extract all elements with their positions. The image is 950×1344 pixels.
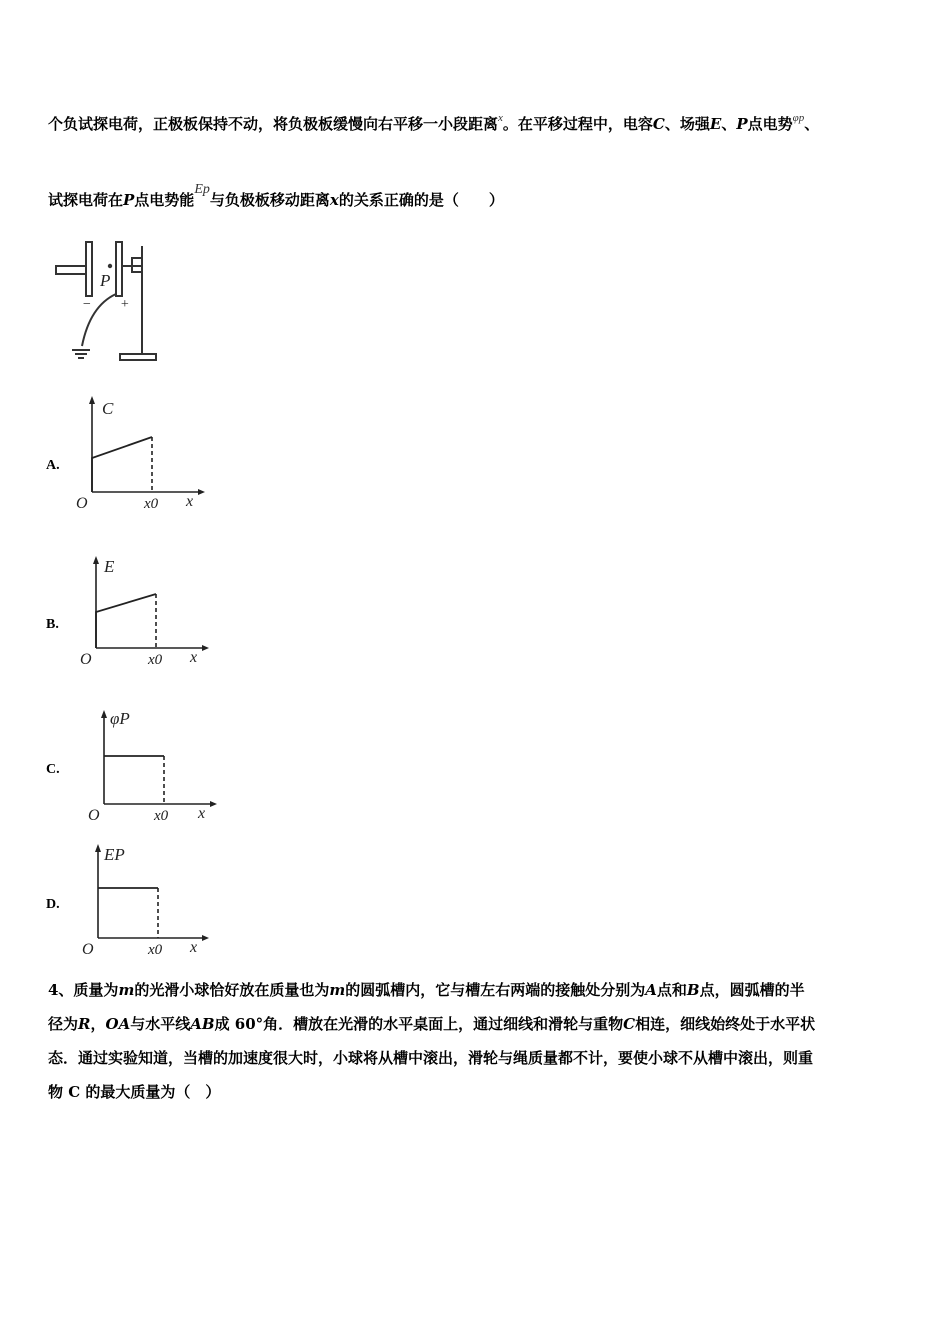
handle-rod — [56, 266, 86, 274]
origin-label: O — [82, 941, 94, 958]
option-c-label[interactable]: C. — [46, 762, 60, 777]
x-axis-label: x — [190, 649, 198, 666]
label-minus: − — [82, 297, 92, 312]
question4-text — [48, 973, 908, 1109]
x-axis-label: x — [190, 939, 198, 956]
var-phi-p: φp — [792, 112, 805, 124]
x0-label: x0 — [148, 652, 163, 668]
question3-line1: 个负试探电荷，正极板保持不动，将负极板缓慢向右平移一小段距离$^x$。在平移过程中，电容C、场强E、P点电势$^{\varphi p}$、 — [48, 112, 820, 133]
graph-c — [84, 702, 224, 827]
negative-plate — [86, 242, 92, 296]
stand-base — [120, 354, 156, 360]
graph-b — [76, 552, 216, 677]
option-a-label[interactable]: A. — [46, 458, 60, 473]
point-p — [108, 264, 112, 268]
question4-line1: 4、质量为m的光滑小球恰好放在质量也为m的圆弧槽内，它与槽左右两端的接触处分别为A点和B点，圆弧槽的半 — [48, 981, 805, 999]
y-axis-label: EP — [104, 845, 125, 864]
y-axis-label: E — [104, 557, 115, 576]
var-ep: Ep — [194, 182, 210, 197]
var-x: x — [498, 112, 503, 124]
origin-label: O — [76, 495, 88, 512]
x-axis-label: x — [198, 805, 206, 822]
series-line — [92, 437, 152, 492]
x0-label: x0 — [154, 808, 169, 824]
question4-line4: 物 C 的最大质量为（ ） — [48, 1083, 221, 1101]
y-axis-label: φP — [110, 709, 130, 728]
question4-line2: 径为R，OA与水平线AB成 60°角．槽放在光滑的水平桌面上，通过细线和滑轮与重物C相连，细线始终处于水平状 — [48, 1015, 816, 1033]
option-d-label[interactable]: D. — [46, 897, 60, 912]
graph-d — [78, 838, 218, 958]
positive-plate — [116, 242, 122, 296]
y-axis-label: C — [102, 399, 114, 418]
question3-line2: 试探电荷在P点电势能Ep与负极板移动距离x的关系正确的是（ ） — [48, 182, 504, 209]
x0-label: x0 — [144, 496, 159, 512]
capacitor-apparatus-figure — [50, 236, 170, 366]
graph-a — [70, 390, 210, 515]
label-p: P — [100, 271, 111, 290]
x0-label: x0 — [148, 942, 163, 958]
label-plus: + — [120, 297, 130, 312]
series-line — [96, 594, 156, 648]
question4-line3: 态．通过实验知道，当槽的加速度很大时，小球将从槽中滚出，滑轮与绳质量都不计，要使小球不从槽中滚出，则重 — [48, 1049, 814, 1067]
origin-label: O — [80, 651, 92, 668]
origin-label: O — [88, 807, 100, 824]
x-axis-label: x — [186, 493, 194, 510]
option-b-label[interactable]: B. — [46, 617, 59, 632]
